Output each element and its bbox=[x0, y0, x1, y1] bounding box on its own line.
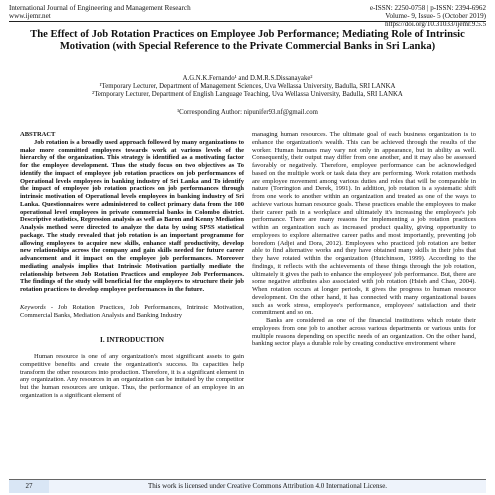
left-column bbox=[20, 131, 244, 400]
issn: e-ISSN: 2250-0758 | p-ISSN: 2394-6962 bbox=[369, 4, 486, 12]
author-block bbox=[9, 75, 486, 100]
abstract-text: Job rotation is a broadly used approach followed by many organizations to make more committed employees towards work at various levels of the hierarchy of the organization. This strategy is identified as a motivating factor for the employee development. Thus the study focus on two objectives as To identify the impact of employee job rotation practices on job performances of Operational levels employees in banking industry of Sri Lanka and To identify the impact of employee job rotation practices on job performances through intrinsic motivation of Operational levels employees in banking industry of Sri Lanka. Questionnaires were administered to collect primary data from the 100 operational level employees in private commercial banks in Colombo district. Descriptive statistics, Regression analysis as well as Baron and Kenny Mediation Analysis method were directed to analyze the data by using SPSS statistical package. The study revealed that job rotation is an important programme for allowing employees to acquire new skills, enhance staff productivity, develop new relationships across the company and gain skills needed for future career advancement and it impact on the employee job performances. Moreover mediating analysis implies that Intrinsic Motivation partially mediate the relationship between Job Rotation Practices and employee Job Performances. The findings of the study will beneficial for the employers to structure their job rotation practices to develop employee performances in the future. bbox=[20, 138, 244, 293]
journal-name: International Journal of Engineering and Management Research bbox=[9, 4, 191, 12]
right-column bbox=[252, 131, 476, 348]
body-paragraph-1: managing human resources. The ultimate goal of each business organization is to enhance the organization's wealth. This can be achieved through the results of the worker. Human humans may vary not only in appearance, but in ability as well. Consequently, their output may differ from one another, and it may also be assessed favorably or negatively. Therefore, employee performance can be acknowledged based on the multiple work or task data they are performing. Work rotation methods are employee movement among various duties and roles that will be comparable in nature (Torrington and Derek, 1991). In addition, job rotation is a systematic shift from one work to another within an organization and treated as one of the ways to achieve various human resource goals. These practices enable the employees to make their career path in a workplace and ultimately it's increasing the employee's job performance. There are many reasons for implementing a job rotation practices within an organization such as increased product quality, giving opportunity to employees to explore alternative career paths and most importantly, preventing job boredom (Adjei and Dora, 2012). Employees who practiced job rotation are better able to find alternative works and they have obtained many skills in their jobs that they have rotated within the organization (Hutchinson, 1999). According to the findings, it reflects with the achievements of these things through the job rotation, ultimately it gives the path to enhance the employees' job performance. But, there are some negative attributes also associated with job rotation (Hsieh and Chao, 2004). When rotation occurs at longer periods, it gives the progress to human resource development. On the other hand, it has connected with many organizational issues such as work stress, employee's performance, employees' satisfaction and their commitment and so on. bbox=[252, 131, 476, 317]
paper-title: The Effect of Job Rotation Practices on Employee Job Performance; Mediating Role of Intrinsic Motivation (with Special Reference to the Private Commercial Banks in Sri Lanka) bbox=[30, 29, 465, 53]
header-left bbox=[9, 4, 191, 20]
section-heading: I. INTRODUCTION bbox=[100, 336, 164, 345]
page-footer bbox=[9, 479, 486, 493]
intro-paragraph: Human resource is one of any organization's most significant assets to gain competitive benefits and create the organization's success. Its capacities help transform the other resources into production. Therefore, it is a significant element in any organization. Any resources in an organization can be imitated by the competitor but the human resources are unique. Thus, the performance of an employee in an organization is a significant element of bbox=[20, 353, 244, 399]
header-divider bbox=[9, 21, 486, 22]
keywords bbox=[20, 304, 244, 320]
affiliation-1: ¹Temporary Lecturer, Department of Management Sciences, Uva Wellassa University, Badulla, SRI LANKA bbox=[99, 83, 396, 91]
body-paragraph-2: Banks are considered as one of the financial institutions which rotate their employees from one job to another across various departments or various units for multiple reasons depending on specific needs of an organization. On the other hand, banking sector plays a durable role by creating conductive environment where bbox=[252, 317, 476, 348]
abstract-heading: ABSTRACT bbox=[20, 131, 56, 138]
journal-website: www.ijemr.net bbox=[9, 12, 51, 21]
doi-link[interactable]: https://doi.org/10.31033/ijemr.9.5.5 bbox=[385, 20, 486, 29]
keywords-text: - Job Rotation Practices, Job Performances, Intrinsic Motivation, Commercial Banks, Mediation Analysis and Banking Industry bbox=[20, 303, 244, 319]
keywords-label: Keywords bbox=[20, 303, 46, 311]
corresponding-author: ¹Corresponding Author: nipunifer93.nf@gmail.com bbox=[177, 109, 318, 116]
author-names: A.G.N.K.Fernando¹ and D.M.R.S.Dissanayake² bbox=[182, 75, 313, 82]
volume-issue: Volume- 9, Issue- 5 (October 2019) bbox=[385, 12, 486, 21]
page-number: 27 bbox=[9, 480, 49, 493]
affiliation-2: ²Temporary Lecturer, Department of English Language Teaching, Uva Wellassa University, Badulla, SRI LANKA bbox=[92, 91, 403, 99]
license-notice: This work is licensed under Creative Commons Attribution 4.0 International License. bbox=[147, 482, 388, 490]
header-right bbox=[370, 4, 486, 29]
